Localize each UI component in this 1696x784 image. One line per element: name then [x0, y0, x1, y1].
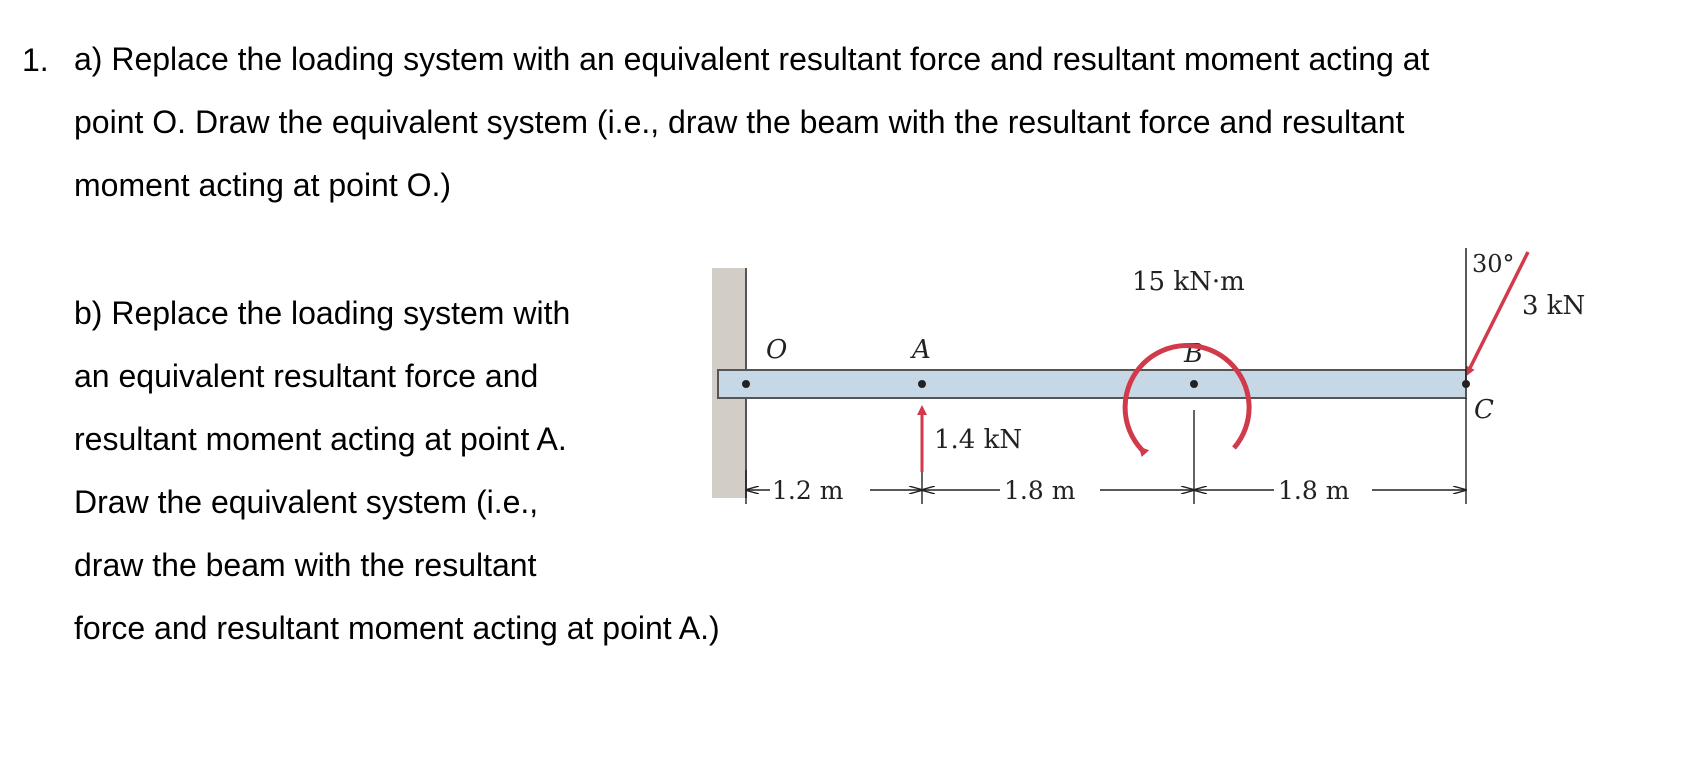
label-b: B [1184, 339, 1204, 369]
dim-3-label: 1.8 m [1278, 476, 1350, 505]
part-a-line-1: a) Replace the loading system with an equivalent resultant force and resultant moment acting at [74, 41, 1430, 77]
part-a-line-2: point O. Draw the equivalent system (i.e., draw the beam with the resultant force and resultant [74, 104, 1405, 140]
part-b-text [74, 282, 720, 660]
label-c: C [1474, 395, 1494, 425]
part-b-line-5: draw the beam with the resultant [74, 547, 537, 583]
point-c-dot [1462, 380, 1470, 388]
moment-b-label: 15 kN·m [1132, 267, 1245, 297]
label-o: O [766, 335, 788, 365]
point-b-dot [1190, 380, 1198, 388]
dim-2-label: 1.8 m [1004, 476, 1076, 505]
part-b-line-2: an equivalent resultant force and [74, 358, 539, 394]
question-number: 1. [22, 42, 49, 78]
point-o-dot [742, 380, 750, 388]
point-a-dot [918, 380, 926, 388]
force-c-label: 3 kN [1522, 291, 1586, 321]
part-b-line-4: Draw the equivalent system (i.e., [74, 484, 539, 520]
part-a-line-3: moment acting at point O.) [74, 167, 452, 203]
part-b-line-3: resultant moment acting at point A. [74, 421, 567, 457]
force-a-label: 1.4 kN [934, 425, 1023, 455]
dim-1-label: 1.2 m [772, 476, 844, 505]
part-b-line-1: b) Replace the loading system with [74, 295, 571, 331]
part-a-text [74, 28, 1674, 217]
part-b-line-6: force and resultant moment acting at point A.) [74, 610, 720, 646]
beam-diagram [700, 240, 1600, 580]
beam [718, 370, 1466, 398]
angle-label: 30° [1472, 250, 1515, 278]
label-a: A [912, 335, 931, 365]
